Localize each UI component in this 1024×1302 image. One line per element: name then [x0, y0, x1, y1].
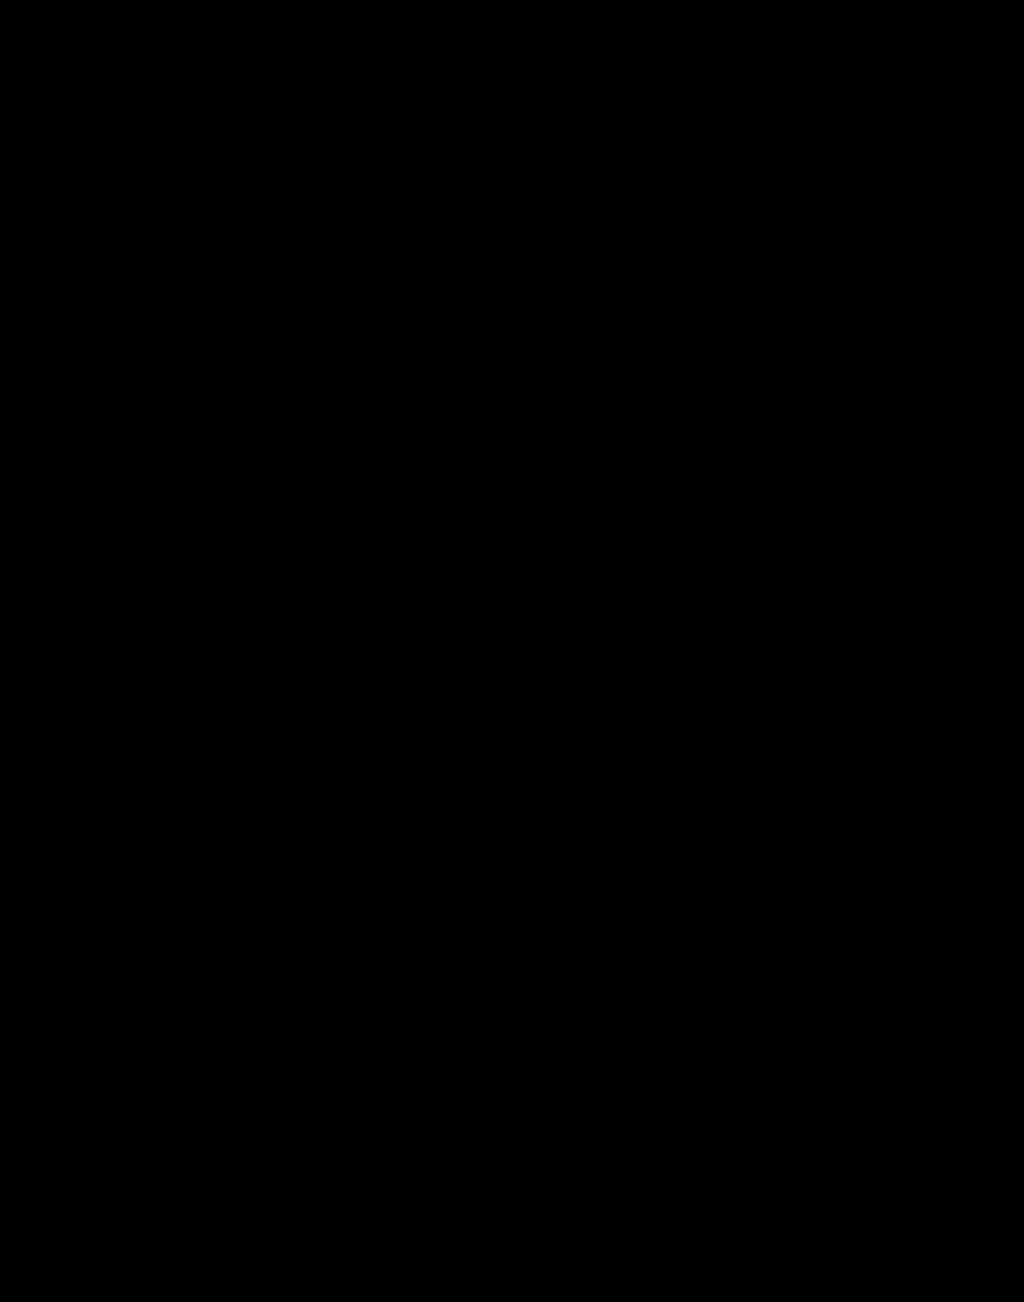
text-line: is a saját gyártmányú ingerlőkészülék. Ez akkoriban, amikor Lissák Kálmán	[124, 321, 840, 340]
text-line: hazajött Amerikából, a legkorszerűbb volt. Az ötvenes évek elején se volt	[124, 340, 840, 359]
text-line: – Rábízná a világ sorsát a tudósokra?	[172, 1021, 467, 1039]
text-line: tudós iskolák? Volt idő, amikor majdnem ugyanannyian beszéltek magyarul,	[124, 807, 840, 826]
text-line: sze, a háttér is... Magyarországon miért nem lehettek régebben igazi nagy	[124, 787, 840, 806]
text-line: ni... Ezért aggódom az alapkutatásokért. Úgy tűnik, hogy drága dolog. Le	[124, 923, 840, 942]
text-line: Elég csúnya barna doboz, rá van írva: 110 V, aztán az egyik lyukhoz:	[172, 437, 840, 456]
text-line: Föld, aztán a többi lyukhoz pedig – az elektródákéihoz – pluszok meg mínu-	[124, 457, 840, 476]
text-line: vosi műszergyártásunk, a kutatás műszereit csak külföldről tudjuk beszerez-	[124, 904, 840, 923]
text-line: el, erre sajnálták leginkább a pénzt. Mikor aztán a szovjetek föllőtték Gaga-	[124, 962, 840, 981]
text-line: rint, összeomlottak. Drasztikusan derült ki, hogy az alapkutatásokon nem le-	[124, 982, 840, 1001]
text-line: a professzor őrizte meg, ugyanavval a gyűjtő mániával, mint minden egyebet.	[124, 282, 840, 301]
text-line: korszerűtlen, s ráadásul ritka kincs.	[124, 360, 409, 379]
text-line: Múzeumnézőben járkálunk a szekrények között. Ezeket a „régiségeket”	[172, 262, 840, 281]
text-line: bályozták: állítólag ennyi az egész. Egy világszínvonalú tudomány születésé-	[124, 515, 840, 534]
text-line: – Tulajdonképpen ki készítette?	[172, 379, 422, 398]
text-line: méter, amivel ma is lehetne elektrokardiogrammot készíteni. Így ránézésre	[124, 185, 840, 204]
text-line: het spórolni. Attól fogva ott jelentős támogatást kapnak az alapkutatások.	[124, 1001, 709, 1020]
text-line: alig hihető, dehát a professzor mondja. Attól, hogy manapság már elektro-	[124, 204, 840, 223]
text-line: hon?	[124, 632, 162, 651]
text-line: csenek műszereink, pedig ezek ma már nélkülözhetetlenek. Hiába van jó or-	[124, 884, 840, 903]
text-line: nyára nem kellett volna sajátkezűleg műszert fabrikálnia. Miért maradt itt-	[124, 612, 840, 631]
text-line: A folyosón néhány gondosan zárt szekrényben régi szerkentyűk. Egyik-	[172, 88, 840, 106]
text-line: nek tanúja. Aktív tanúja. Itt ül egy szekrény aljában és várja, hogy történjék	[124, 535, 840, 554]
text-line: lehet spórolni a pénzt. Holott az alapkutatás létkérdés. Amerikában se hitték	[124, 943, 840, 962]
text-line: kell lennem, itt vagyok.	[124, 671, 310, 690]
text-line: – Én. Illetve a dobozát egy asztalos. Csináltam én gimnazista koromban	[172, 399, 840, 417]
text-line: szok vannak akkurátusan ráfestve. Kondenzátorsorozat, néhány ellenállás, egy	[124, 476, 840, 495]
text-line: mos kávédarálót használunk, miért ne lehetne a kávét mozsárban is meg-	[124, 224, 840, 243]
text-line: zebb körülmények közé kerül az ember, annál jobban nekidurálja magát. Per-	[124, 768, 840, 787]
text-line: kat másvalami űzött el. Nagy emberek lettek. Kétségtelen, hogy minél nehe-	[124, 748, 840, 767]
text-line: A múzeum későbbi sorsa egyelőre nem ismeretes. A legkedvesebb darab még-	[124, 301, 840, 320]
text-line: állt kereskedni, dolgozni. Itt ez szégyen volt egy magyar úrnak. Így aztán né-	[124, 846, 840, 865]
text-line: – Országot vezetni egész más dolog, mint kutatni. Mégha egy tudós	[172, 1040, 840, 1059]
text-line: telepes rádiót is, ez se volt sokkal nehezebb.	[124, 418, 477, 437]
text-line: kési és a többiek. Egy részük zsidó volt, muszáj volt elmenekülniük. Máso-	[124, 729, 840, 748]
text-line: hány kivételtől eltekintve... Ma is sokmindenben el vagyunk maradva. Nin-	[124, 865, 840, 884]
text-line: – Ön nemegyszer kinn maradhatott volna külföldön. Hívták is. Ott bizo-	[172, 593, 840, 612]
text-line: törni?	[124, 243, 171, 262]
text-line: – Nem, dehogy. Rengeteg példa van az ellenkezőjére. Szentgyörgyi, Bé-	[172, 710, 840, 728]
page-number: 737	[810, 1169, 840, 1187]
text-line: vele valami.	[124, 554, 219, 573]
body-text	[124, 88, 840, 1060]
text-line: séges mérlegsúllyal. Sterilizátorok, órák, egy Edelmann-féle húros galvano-	[124, 165, 840, 184]
text-line: – Azt tartja, hogy a tudós helyhez kötött?	[172, 690, 496, 709]
text-line: szánka, Hutschinson-féle spirometer. Vízmeghajtásos kézi centrifuga. Szövet-	[124, 126, 840, 145]
text-line: nedvet préselő készülék. Vitálkapacitást mérő – egy vashenger két közön-	[124, 146, 840, 165]
text-line: régimódi – talán egy öreg rádióról leszerelt – gomb, amivel az ingerlést sza-	[124, 496, 840, 515]
text-line: mint angolul! Az angol arisztokrácia azonban számolt a realitásokkal, neki-	[124, 826, 840, 845]
blank-line	[124, 574, 840, 593]
text-line: – Ez nagyon egyszerű, csak nehéz megfogalmazni. Fellengzős lenne. Itt	[172, 651, 840, 670]
text-line: másikon cédula. Leclanché-elem, Kyeldahl-készülék, Du Bois–Raymond féle	[124, 107, 840, 126]
